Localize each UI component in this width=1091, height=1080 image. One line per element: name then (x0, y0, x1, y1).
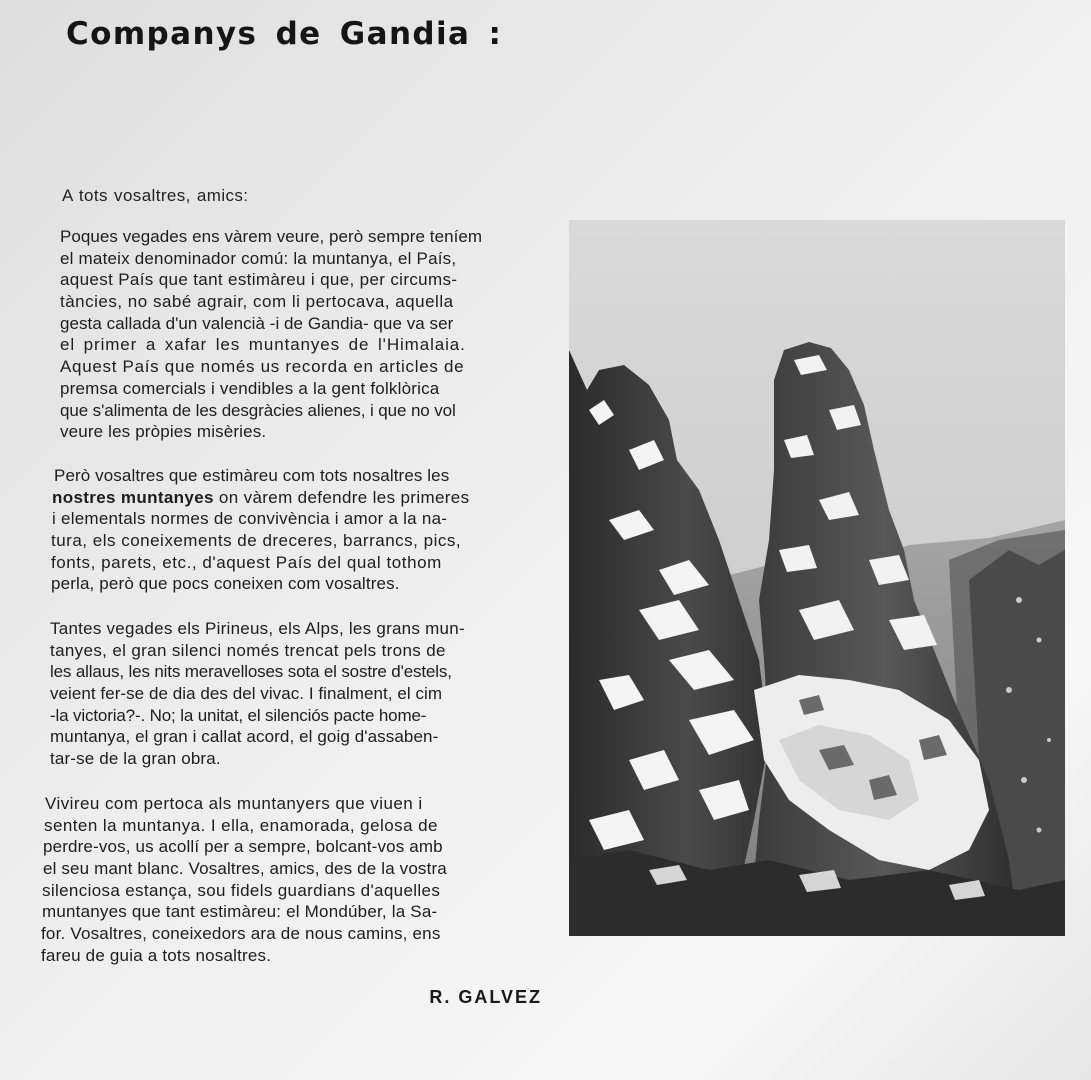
text-line: el mateix denominador comú: la muntanya, el País, (60, 248, 457, 268)
paragraph-1 (60, 226, 542, 443)
text-line: veient fer-se de dia des del vivac. I finalment, el cim (50, 684, 443, 704)
text-line: fareu de guia a tots nosaltres. (41, 945, 272, 965)
text-line: fonts, parets, etc., d'aquest País del qual tothom (51, 552, 442, 572)
text-line: perdre-vos, us acollí per a sempre, bolcant-vos amb (43, 837, 443, 857)
page-title: Companys de Gandia : (66, 16, 503, 52)
text-line: silenciosa estança, sou fidels guardians d'aquelles (42, 880, 441, 900)
bold-phrase: nostres muntanyes (52, 487, 214, 507)
text-line: tura, els coneixements de dreceres, barrancs, pics, (51, 530, 462, 550)
text-line: tanyes, el gran silenci només trencat pels trons de (50, 640, 446, 660)
text-fragment: on vàrem defendre les primeres (218, 487, 470, 507)
text-line: aquest País que tant estimàreu i que, per circums- (60, 270, 458, 290)
author-signature: R. GALVEZ (429, 987, 542, 1007)
text-line: muntanyes que tant estimàreu: el Mondúber, la Sa- (42, 902, 438, 922)
text-line: premsa comercials i vendibles a la gent folklòrica (60, 378, 440, 398)
text-line: Tantes vegades els Pirineus, els Alps, les grans mun- (50, 619, 465, 638)
text-line: el primer a xafar les muntanyes de l'Himalaia. (60, 335, 466, 355)
text-line: les allaus, les nits meravelloses sota el sostre d'estels, (50, 662, 452, 682)
paragraph-3 (50, 618, 542, 770)
text-line: Poques vegades ens vàrem veure, però sempre teníem (60, 227, 483, 246)
mountain-photo (569, 220, 1065, 936)
text-line: Aquest País que només us recorda en articles de (60, 357, 465, 377)
text-line: gesta callada d'un valencià -i de Gandia- que va ser (60, 313, 454, 333)
article-body (40, 226, 542, 966)
text-line: for. Vosaltres, coneixedors ara de nous camins, ens (41, 923, 441, 943)
text-line: muntanya, el gran i callat acord, el goig d'assaben- (50, 727, 439, 747)
text-line: i elementals normes de convivència i amor a la na- (52, 509, 448, 529)
text-line: -la victoria?-. No; la unitat, el silenciós pacte home- (50, 705, 427, 725)
paragraph-4 (41, 793, 542, 967)
text-line: el seu mant blanc. Vosaltres, amics, des de la vostra (43, 858, 447, 878)
text-line: Vivireu com pertoca als muntanyers que viuen i (45, 793, 423, 813)
paragraph-2 (51, 465, 542, 595)
text-line-with-bold (52, 487, 542, 509)
text-line: tar-se de la gran obra. (50, 749, 221, 769)
text-line: veure les pròpies misèries. (60, 422, 267, 442)
text-line: perla, però que pocs coneixen com vosaltres. (51, 574, 400, 594)
text-line: Però vosaltres que estimàreu com tots nosaltres les (54, 465, 450, 485)
text-line: tàncies, no sabé agrair, com li pertocava, aquella (60, 292, 454, 312)
text-line: que s'alimenta de les desgràcies alienes, i que no vol (60, 400, 456, 420)
greeting: A tots vosaltres, amics: (62, 186, 249, 205)
text-line: senten la muntanya. I ella, enamorada, gelosa de (44, 815, 438, 835)
snow-covered-rock-spires-icon (569, 220, 1065, 936)
